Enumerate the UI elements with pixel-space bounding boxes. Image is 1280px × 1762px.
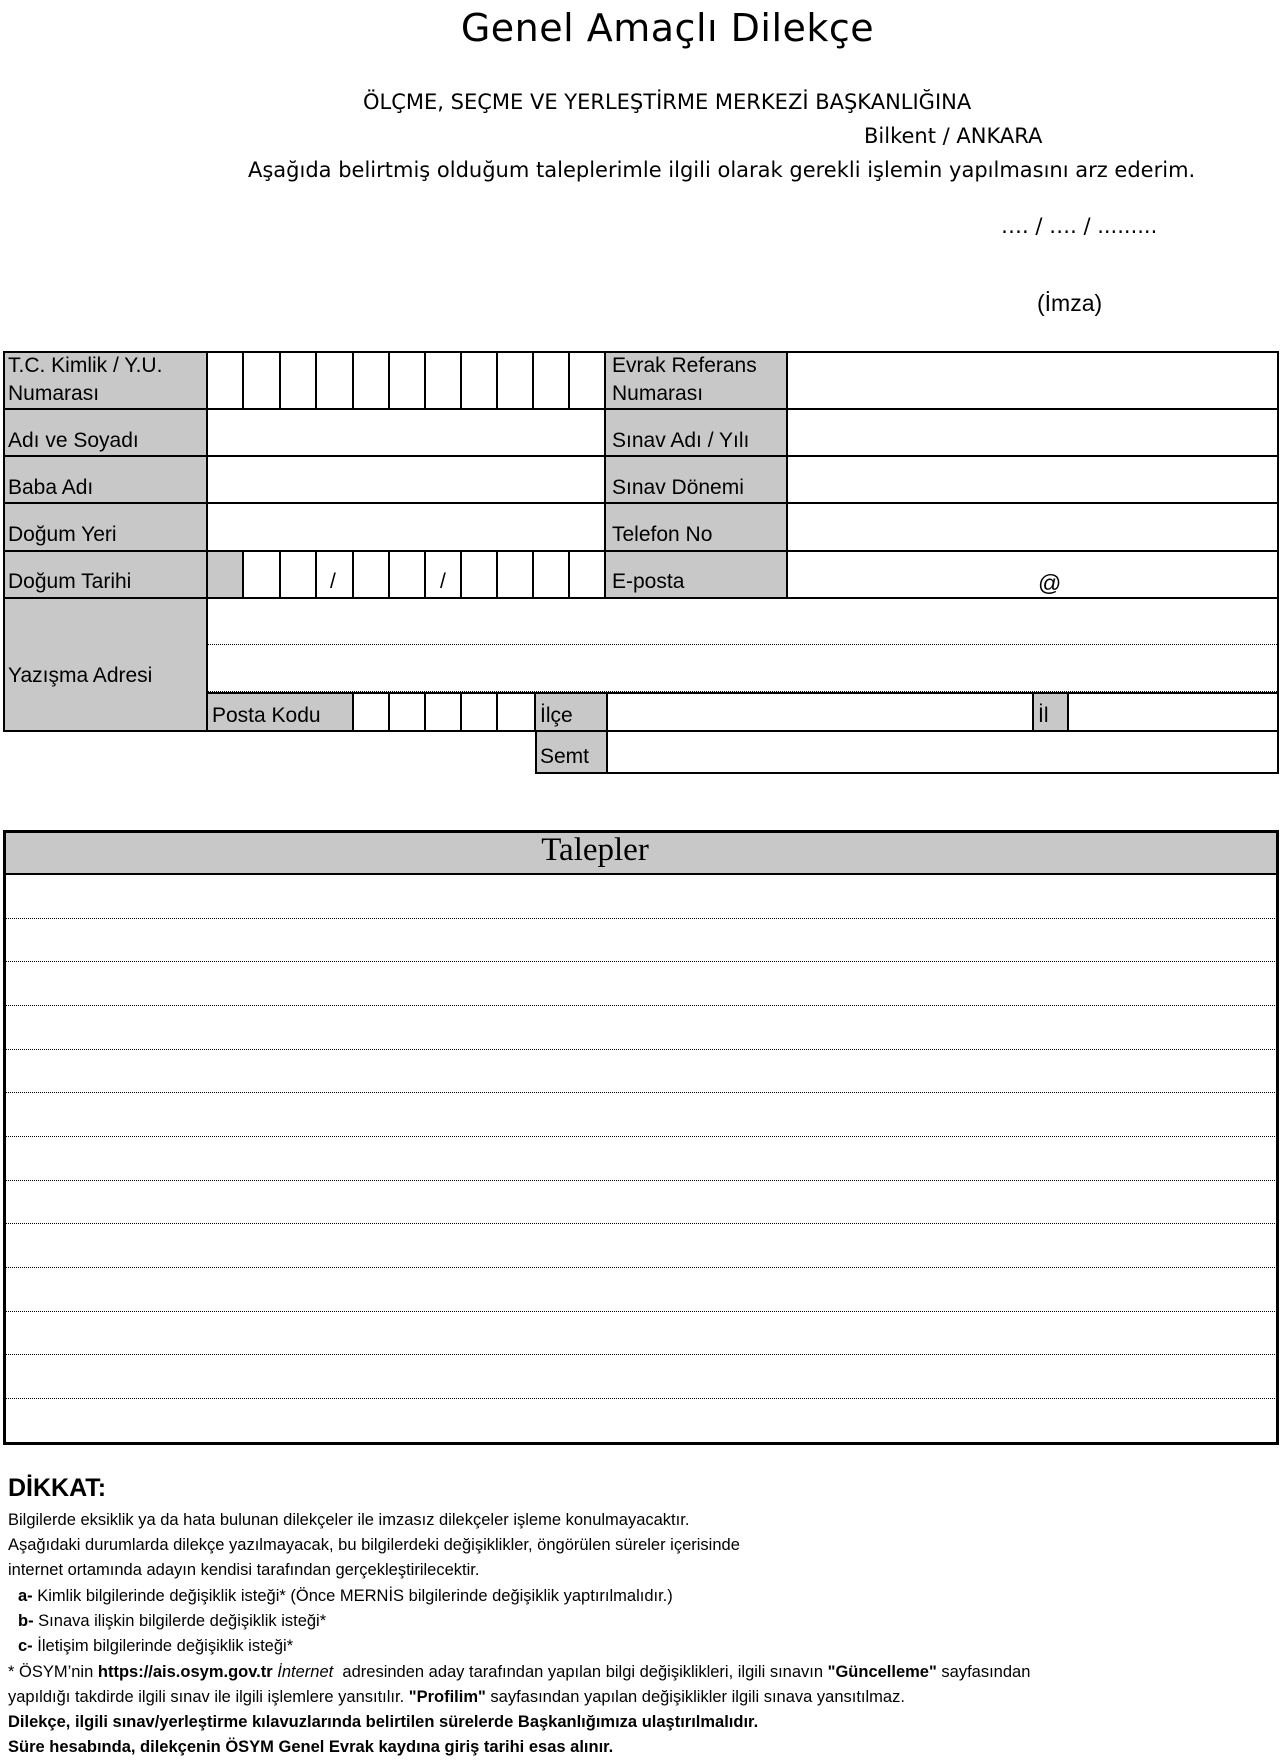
notice-item-text: İletişim bilgilerinde değişiklik isteği* <box>37 1637 294 1655</box>
father-name-input[interactable] <box>208 457 604 501</box>
email-label: E-posta <box>612 570 685 593</box>
postcode-label: Posta Kodu <box>212 704 321 727</box>
district-input[interactable] <box>608 694 1032 730</box>
notice-line: Bilgilerde eksiklik ya da hata bulunan dilekçeler ile imzasız dilekçeler işleme konulmayacaktır. <box>8 1511 690 1529</box>
name-label: Adı ve Soyadı <box>8 429 139 452</box>
exam-name-label: Sınav Adı / Yılı <box>612 429 750 452</box>
notice-item-text: Sınava ilişkin bilgilerde değişiklik isteği* <box>38 1612 327 1630</box>
notice-line: Aşağıdaki durumlarda dilekçe yazılmayacak, bu bilgilerdeki değişiklikler, öngörülen süreler içerisinde <box>8 1536 740 1554</box>
requests-input-area[interactable] <box>6 876 1277 1442</box>
exam-period-label: Sınav Dönemi <box>612 476 744 499</box>
birthdate-label: Doğum Tarihi <box>8 570 132 593</box>
footnote-line2: yapıldığı takdirde ilgili sınav ile ilgili işlemlere yansıtılır. "Profilim" sayfasından yapılan değişiklikler ilgili sınava yansıtılmaz. <box>8 1688 905 1706</box>
requests-heading: Talepler <box>541 832 649 868</box>
reference-number-input[interactable] <box>788 353 1277 407</box>
signature-label: (İmza) <box>1037 290 1103 316</box>
notice-bold-line: Süre hesabında, dilekçenin ÖSYM Genel Evrak kaydına giriş tarihi esas alınır. <box>8 1738 614 1756</box>
father-name-label: Baba Adı <box>8 476 94 499</box>
neighborhood-label: Semt <box>540 745 590 768</box>
neighborhood-input[interactable] <box>608 732 1277 772</box>
notice-item-text: Kimlik bilgilerinde değişiklik isteği* (Önce MERNİS bilgilerinde değişiklik yaptırılmalıdır.) <box>37 1587 673 1605</box>
birthdate-separator: / <box>440 570 446 593</box>
email-at-sign: @ <box>1038 570 1062 596</box>
birthdate-separator: / <box>330 570 336 593</box>
date-placeholder[interactable]: …. / …. / ......... <box>1001 214 1158 238</box>
notice-line: internet ortamında adayın kendisi tarafından gerçekleştirilecektir. <box>8 1561 480 1579</box>
notice-bold-line: Dilekçe, ilgili sınav/yerleştirme kılavuzlarında belirtilen sürelerde Başkanlığımıza ulaştırılmalıdır. <box>8 1713 759 1731</box>
address-input[interactable] <box>208 599 1277 691</box>
recipient-line: ÖLÇME, SEÇME VE YERLEŞTİRME MERKEZİ BAŞKANLIĞINA <box>363 90 972 114</box>
birthplace-input[interactable] <box>208 504 604 548</box>
location-line: Bilkent / ANKARA <box>864 124 1043 148</box>
address-label: Yazışma Adresi <box>8 664 153 687</box>
exam-period-input[interactable] <box>788 457 1277 501</box>
notice-item-marker: b- <box>18 1612 34 1630</box>
name-input[interactable] <box>208 410 604 454</box>
phone-label: Telefon No <box>612 523 713 546</box>
notice-item-c <box>18 1634 293 1659</box>
birthplace-label: Doğum Yeri <box>8 523 117 546</box>
page-title: Genel Amaçlı Dilekçe <box>460 6 875 50</box>
reference-number-label-line1: Evrak Referans <box>612 354 757 377</box>
district-label: İlçe <box>540 704 573 727</box>
province-input[interactable] <box>1069 694 1277 730</box>
phone-input[interactable] <box>788 504 1277 548</box>
notice-item-b <box>18 1609 326 1634</box>
reference-number-label-line2: Numarası <box>612 382 704 405</box>
email-input[interactable] <box>788 552 1277 596</box>
exam-name-input[interactable] <box>788 410 1277 454</box>
footnote-line1: * ÖSYM’nin https://ais.osym.gov.tr İnternet adresinden aday tarafından yapılan bilgi değişiklikleri, ilgili sınavın "Güncelleme" sayfasından <box>8 1663 1031 1681</box>
tc-number-label-line2: Numarası <box>8 382 100 405</box>
request-sentence: Aşağıda belirtmiş olduğum taleplerimle ilgili olarak gerekli işlemin yapılmasını arz ederim. <box>248 158 1196 182</box>
notice-item-marker: c- <box>18 1637 33 1655</box>
province-label: İl <box>1038 704 1049 727</box>
tc-number-label-line1: T.C. Kimlik / Y.U. <box>8 354 163 377</box>
notice-item-a <box>18 1584 673 1609</box>
notice-heading: DİKKAT: <box>8 1474 107 1502</box>
notice-item-marker: a- <box>18 1587 33 1605</box>
ais-link[interactable]: https://ais.osym.gov.tr <box>97 1663 273 1681</box>
